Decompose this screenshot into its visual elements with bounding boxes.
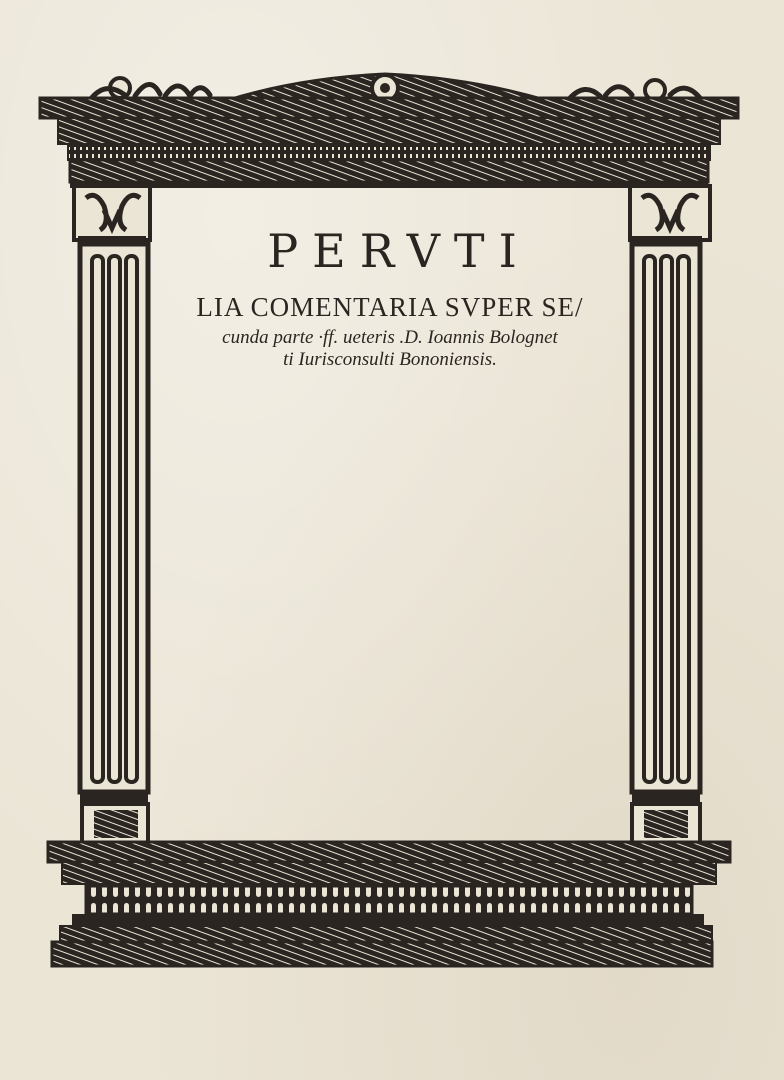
left-column [74, 186, 150, 844]
title-line-2: LIA COMENTARIA SVPER SE/ [196, 292, 584, 322]
base-plinth [48, 842, 730, 966]
title-line-3: cunda parte ·ff. ueteris .D. Ioannis Bolognet [222, 327, 558, 348]
title-line-1: PERVTI [267, 224, 531, 278]
right-column [630, 186, 710, 844]
title-line-4: ti Iurisconsulti Bononiensis. [283, 348, 497, 370]
entablature [40, 98, 738, 188]
title-block [150, 224, 630, 371]
